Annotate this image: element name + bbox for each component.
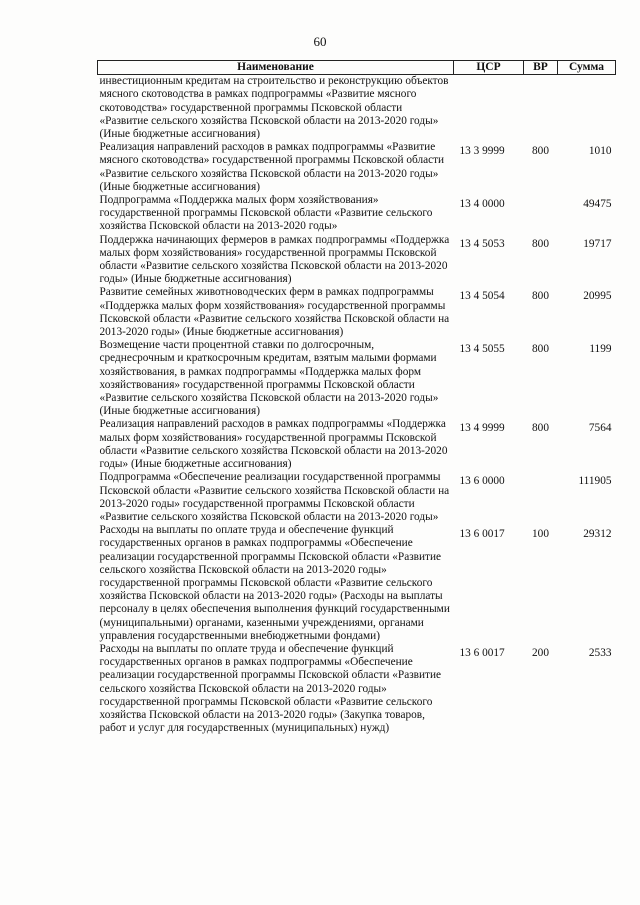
row-name: Подпрограмма «Обеспечение реализации государственной программы Псковской области «Развитие сельского хозяйства Псковской области на 2013-2020 годы» государственной программы Псковской области «Развитие сельского хозяйства Псковской области на 2013-2020 годы» [99, 471, 450, 523]
table-row [98, 418, 616, 471]
table-row [98, 194, 616, 234]
row-sum [558, 75, 616, 142]
table-row [98, 471, 616, 524]
row-sum: 2533 [588, 646, 612, 659]
table-row [98, 75, 616, 142]
budget-table [97, 60, 616, 735]
row-sum: 29312 [583, 528, 612, 541]
row-sum: 20995 [583, 290, 612, 303]
table-row [98, 286, 616, 339]
row-sum: 1010 [588, 145, 612, 158]
row-csr: 13 4 5054 [459, 290, 505, 303]
row-vr [524, 194, 558, 234]
row-name: Развитие семейных животноводческих ферм в рамках подпрограммы «Поддержка малых форм хозяйствования» государственной программы Псковской области «Развитие сельского хозяйства Псковской области на 2013-2020 годы» (Иные бюджетные ассигнования) [99, 286, 450, 339]
row-csr: 13 6 0017 [459, 528, 505, 541]
page-number: 60 [313, 34, 327, 49]
row-csr: 13 4 5053 [459, 237, 505, 250]
row-name: Реализация направлений расходов в рамках подпрограммы «Поддержка малых форм хозяйствования» государственной программы Псковской области «Развитие сельского хозяйства Псковской области на 2013-2020 годы» (Иные бюджетные ассигнования) [99, 418, 448, 471]
row-sum: 111905 [578, 475, 612, 488]
row-name: Возмещение части процентной ставки по долгосрочным, среднесрочным и краткосрочным кредитам, взятым малыми формами хозяйствования, в рамках подпрограммы «Поддержка малых форм хозяйствования» государственной программы Псковской области «Развитие сельского хозяйства Псковской области на 2013-2020 годы» (Иные бюджетные ассигнования) [99, 339, 439, 418]
row-csr: 13 6 0017 [459, 646, 505, 659]
header-name: Наименование [98, 61, 454, 75]
table-header [98, 61, 616, 75]
row-sum: 1199 [589, 343, 612, 356]
row-sum: 7564 [588, 422, 612, 435]
row-vr [524, 75, 558, 142]
row-name: Подпрограмма «Поддержка малых форм хозяйствования» государственной программы Псковской области «Развитие сельского хозяйства Псковской области на 2013-2020 годы» [99, 194, 433, 233]
row-csr: 13 4 5055 [459, 343, 505, 356]
table-row [98, 524, 616, 643]
row-csr [454, 75, 524, 142]
row-csr: 13 4 0000 [459, 198, 505, 211]
header-sum: Сумма [558, 61, 616, 75]
row-vr: 800 [532, 145, 549, 158]
row-name: инвестиционным кредитам на строительство и реконструкцию объектов мясного скотоводства в рамках подпрограммы «Развитие мясного скотоводства» государственной программы Псковской области «Развитие сельского хозяйства Псковской области на 2013-2020 годы» (Иные бюджетные ассигнования) [99, 75, 449, 141]
row-vr: 100 [532, 528, 549, 541]
row-name: Реализация направлений расходов в рамках подпрограммы «Развитие мясного скотоводства» государственной программы Псковской области «Развитие сельского хозяйства Псковской области на 2013-2020 годы» (Иные бюджетные ассигнования) [99, 141, 445, 193]
row-vr: 200 [532, 646, 549, 659]
row-vr: 800 [532, 422, 549, 435]
table-row [98, 643, 616, 735]
row-sum: 49475 [583, 198, 612, 211]
header-vr: ВР [524, 61, 558, 75]
row-vr: 800 [532, 237, 549, 250]
row-csr: 13 3 9999 [459, 145, 505, 158]
table-body [98, 75, 616, 736]
row-name: Расходы на выплаты по оплате труда и обеспечение функций государственных органов в рамках подпрограммы «Обеспечение реализации государственной программы Псковской области «Развитие сельского хозяйства Псковской области на 2013-2020 годы» государственной программы Псковской области «Развитие сельского хозяйства Псковской области на 2013-2020 годы» (Закупка товаров, работ и услуг для государственных (муниципальных) нужд) [99, 642, 442, 735]
table-row [98, 339, 616, 418]
table-row [98, 141, 616, 194]
header-csr: ЦСР [454, 61, 524, 75]
row-vr: 800 [532, 290, 549, 303]
row-vr: 800 [532, 343, 549, 356]
row-name: Расходы на выплаты по оплате труда и обеспечение функций государственных органов в рамках подпрограммы «Обеспечение реализации государственной программы Псковской области «Развитие сельского хозяйства Псковской области на 2013-2020 годы» государственной программы Псковской области «Развитие сельского хозяйства Псковской области на 2013-2020 годы» (Расходы на выплаты персоналу в целях обеспечения выполнения функций государственными (муниципальными) органами, казенными учреждениями, органами управления государственными внебюджетными фондами) [99, 524, 450, 642]
row-sum: 19717 [583, 237, 612, 250]
row-name: Поддержка начинающих фермеров в рамках подпрограммы «Поддержка малых форм хозяйствования» государственной программы Псковской области «Развитие сельского хозяйства Псковской области на 2013-2020 годы» (Иные бюджетные ассигнования) [99, 233, 450, 286]
row-csr: 13 4 9999 [459, 422, 505, 435]
row-vr [524, 471, 558, 524]
table-row [98, 234, 616, 287]
row-csr: 13 6 0000 [459, 475, 505, 488]
